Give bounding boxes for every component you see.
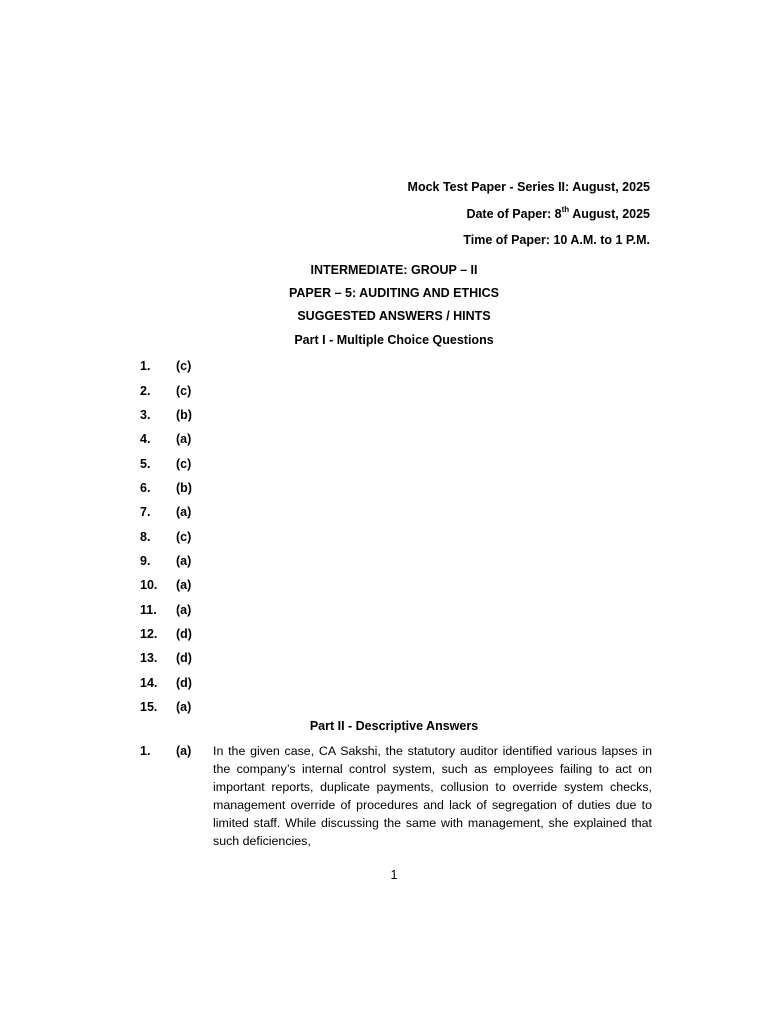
mcq-row [140, 573, 540, 597]
mcq-number: 6. [140, 480, 151, 495]
header-time-line: Time of Paper: 10 A.M. to 1 P.M. [463, 233, 650, 247]
mcq-answer: (c) [176, 456, 192, 471]
mcq-answer: (a) [176, 699, 192, 714]
date-suffix: August, 2025 [569, 207, 650, 222]
heading-group: INTERMEDIATE: GROUP – II [310, 263, 478, 277]
descriptive-sub-part: (a) [176, 744, 192, 758]
mcq-answer: (a) [176, 505, 192, 520]
mcq-row [140, 378, 540, 402]
mcq-answer: (a) [176, 553, 192, 568]
mcq-answer: (d) [176, 626, 192, 641]
mcq-answer: (c) [176, 383, 192, 398]
mcq-number: 9. [140, 553, 151, 568]
mcq-number: 1. [140, 359, 151, 374]
mcq-row [140, 646, 540, 670]
mcq-number: 5. [140, 456, 151, 471]
mcq-row [140, 622, 540, 646]
mcq-row [140, 476, 540, 500]
heading-part1: Part I - Multiple Choice Questions [294, 333, 494, 347]
heading-part2: Part II - Descriptive Answers [309, 719, 479, 733]
mcq-row [140, 695, 540, 719]
mcq-answer: (a) [176, 602, 192, 617]
date-prefix: Date of Paper: 8 [466, 207, 562, 222]
mcq-answer: (d) [176, 651, 192, 666]
mcq-number: 11. [140, 602, 157, 617]
mcq-number: 15. [140, 699, 158, 714]
mcq-number: 10. [140, 578, 158, 593]
mcq-row [140, 354, 540, 378]
mcq-number: 8. [140, 529, 151, 544]
mcq-number: 13. [140, 651, 158, 666]
descriptive-answer [140, 742, 652, 850]
mcq-answer: (b) [176, 480, 192, 495]
mcq-number: 12. [140, 626, 158, 641]
date-superscript: th [561, 205, 570, 214]
mcq-row [140, 403, 540, 427]
mcq-answer: (a) [176, 578, 192, 593]
heading-paper: PAPER – 5: AUDITING AND ETHICS [289, 286, 499, 300]
header-date-line [466, 206, 650, 221]
mcq-row [140, 597, 540, 621]
mcq-row [140, 670, 540, 694]
page-number: 1 [390, 868, 398, 882]
mcq-answer: (c) [176, 359, 192, 374]
descriptive-answer-text: In the given case, CA Sakshi, the statutory auditor identified various lapses in the company’s internal control system, such as employees failing to act on important reports, duplicate payments, collusion to override system checks, management override of procedures and lack of segregation of duties due to limited staff. While discussing the same with management, she explained that such deficiencies, [213, 744, 652, 848]
mcq-row [140, 549, 540, 573]
mcq-number: 2. [140, 383, 151, 398]
mcq-row [140, 500, 540, 524]
mcq-number: 14. [140, 675, 158, 690]
mcq-row [140, 451, 540, 475]
header-series-line: Mock Test Paper - Series II: August, 2025 [407, 180, 650, 194]
heading-answers: SUGGESTED ANSWERS / HINTS [297, 309, 491, 323]
mcq-answer: (b) [176, 407, 192, 422]
descriptive-question-number: 1. [140, 744, 151, 758]
mcq-number: 7. [140, 505, 151, 520]
mcq-number: 3. [140, 407, 151, 422]
mcq-answer-list [140, 354, 540, 719]
mcq-number: 4. [140, 432, 151, 447]
mcq-answer: (a) [176, 432, 192, 447]
mcq-row [140, 524, 540, 548]
mcq-row [140, 427, 540, 451]
mcq-answer: (d) [176, 675, 192, 690]
mcq-answer: (c) [176, 529, 192, 544]
